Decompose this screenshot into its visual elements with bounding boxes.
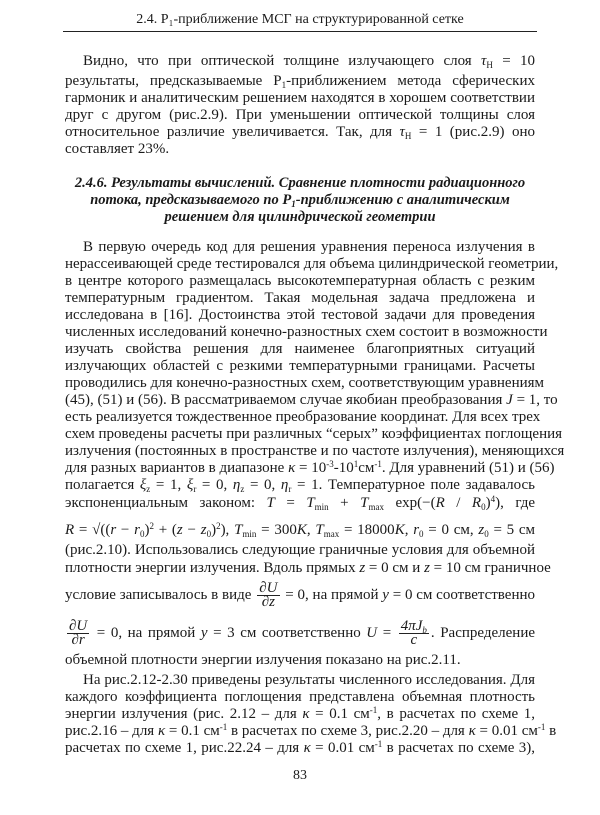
text-run: Видно, что при оптической толщине излучающего слоя	[83, 53, 482, 69]
text-run: условие записывалось в виде	[65, 586, 256, 603]
math-symbol: T	[266, 495, 275, 511]
text-run: плотности энергии излучения. Вдоль прямых	[65, 560, 360, 576]
text-line	[65, 90, 535, 106]
text-line	[65, 124, 535, 140]
math-symbol: z	[478, 522, 485, 538]
math-symbol: R	[435, 495, 445, 511]
text-run: = 18000	[339, 522, 395, 538]
text-run: На рис.2.12-2.30 приведены результаты численного исследования. Для	[83, 672, 535, 688]
math-symbol: T	[234, 522, 243, 538]
fraction	[399, 620, 429, 647]
text-run: нерассеивающей среде тестировался для объема цилиндрической геометрии,	[65, 256, 559, 272]
text-line	[65, 392, 558, 408]
math-symbol: ξ	[186, 477, 194, 493]
text-line	[65, 740, 535, 756]
text-run: см	[358, 460, 375, 476]
section-heading-line	[65, 209, 535, 225]
text-run: ∂U	[259, 580, 278, 596]
text-run: + (	[153, 522, 177, 538]
text-run: = 1. Температурное поле задавалось	[291, 477, 535, 493]
math-symbol: r	[413, 522, 420, 538]
superscript: 2	[149, 521, 154, 531]
math-symbol: z	[176, 522, 183, 538]
text-run: -приближению с аналитическим	[295, 192, 510, 208]
text-run: = 0, на прямой	[281, 586, 383, 603]
subscript: max	[368, 502, 384, 512]
text-line	[65, 256, 559, 272]
fraction-denominator	[260, 596, 277, 609]
subscript: 0	[419, 529, 424, 539]
fraction	[257, 582, 279, 609]
text-run: = 0, на прямой	[91, 624, 201, 641]
text-run: , в расчетах по схеме 1,	[377, 706, 536, 722]
text-run: есть реализуется тождественное преобразование координат. Для всех трех	[65, 409, 541, 425]
math-symbol: K	[296, 522, 307, 538]
superscript: 2	[216, 521, 221, 531]
superscript: 4	[490, 494, 496, 504]
text-run: решением для цилиндрической геометрии	[164, 209, 436, 225]
subscript: z	[240, 484, 245, 494]
text-run: ,	[306, 522, 316, 538]
text-run: исследована в [16]. Достоинства этой тестовой задачи для проведения	[65, 307, 535, 323]
text-run: относительное различие увеличивается. Так, для	[65, 124, 400, 140]
text-run: = 10	[295, 460, 327, 476]
subscript: H	[486, 60, 493, 70]
text-run: −	[182, 522, 201, 538]
math-symbol: r	[110, 522, 117, 538]
text-run: составляет 23%.	[65, 141, 170, 157]
math-symbol: R	[65, 522, 75, 538]
text-line	[65, 73, 535, 89]
text-run: друг с другом (рис.2.9). При уменьшении оптической толщины слоя	[65, 107, 535, 123]
text-line	[65, 459, 555, 476]
subscript: min	[242, 529, 257, 539]
text-line	[65, 426, 563, 442]
math-symbol: ξ	[139, 477, 147, 493]
math-symbol: R	[471, 495, 482, 511]
text-line	[65, 495, 535, 511]
text-run: )	[211, 522, 217, 538]
text-run: для разных вариантов в диапазоне	[65, 460, 289, 476]
math-symbol: T	[315, 522, 324, 538]
text-line	[65, 341, 535, 357]
text-run: c	[410, 632, 418, 648]
text-line	[65, 273, 535, 289]
text-run: потока, предсказываемого по P	[90, 192, 292, 208]
text-line	[83, 239, 535, 255]
text-line	[65, 477, 535, 493]
text-run: каждого коэффициента поглощения представлена объемная плотность	[65, 689, 535, 705]
superscript: -1	[369, 705, 378, 715]
text-run: = 0 см соответственно	[388, 586, 536, 603]
math-symbol: J	[506, 392, 513, 408]
math-symbol: η	[280, 477, 289, 493]
text-run: рис.2.16 – для	[65, 723, 158, 739]
math-symbol: κ	[468, 723, 476, 739]
math-symbol: z	[359, 560, 366, 576]
math-symbol: T	[306, 495, 315, 511]
text-run: = 0 см и	[365, 560, 425, 576]
math-symbol: z	[424, 560, 430, 576]
text-run: = 0.01 см	[310, 740, 375, 756]
text-run: ∂r	[71, 632, 85, 648]
superscript: 1	[353, 459, 359, 469]
text-run: ∂U	[69, 618, 88, 634]
text-run: = 0 см,	[423, 522, 479, 538]
text-run: -приближением метода сферических	[286, 73, 535, 89]
text-run: В первую очередь код для решения уравнения переноса излучения в	[83, 239, 535, 255]
section-heading-line	[65, 192, 535, 208]
superscript: -1	[374, 739, 383, 749]
text-run: exp(−(	[383, 495, 436, 511]
text-line	[65, 582, 535, 609]
text-run: = 10 см граничное	[429, 560, 551, 576]
section-heading-line	[65, 175, 535, 191]
text-run: =	[274, 495, 307, 511]
text-run: +	[328, 495, 361, 511]
text-run: = 0,	[196, 477, 233, 493]
text-run: ∂z	[261, 594, 275, 610]
text-run: (рис.2.10). Использовались следующие граничные условия для объемной	[65, 542, 535, 558]
text-run: расчетах по схеме 1, рис.22.24 – для	[65, 740, 304, 756]
text-line	[83, 672, 535, 688]
subscript: r	[193, 484, 197, 494]
text-line	[65, 443, 565, 459]
text-run: = 0,	[244, 477, 281, 493]
text-run: экспоненциальным законом:	[65, 495, 267, 511]
subscript: r	[288, 484, 292, 494]
text-run: -10	[333, 460, 354, 476]
text-run: = 1 (рис.2.9) оно	[411, 124, 535, 140]
superscript: -1	[219, 722, 228, 732]
math-symbol: κ	[288, 460, 296, 476]
text-run: 4πJ	[400, 618, 423, 634]
text-run: = 1, то	[512, 392, 558, 408]
text-run: результаты, предсказываемые P	[65, 73, 282, 89]
fraction	[67, 620, 89, 647]
subscript: 0	[481, 502, 486, 512]
superscript: -3	[326, 459, 334, 469]
text-run: −	[116, 522, 135, 538]
text-run: = 300	[256, 522, 297, 538]
text-line	[83, 53, 535, 69]
text-run: = 0.1 см	[309, 706, 370, 722]
text-run: температурным градиентом. Такая модельная задача предложена и	[65, 290, 535, 306]
text-run: в расчетах по схеме 3),	[382, 740, 535, 756]
text-line	[65, 689, 535, 705]
subscript: z	[146, 484, 151, 494]
math-symbol: τ	[399, 124, 405, 140]
math-symbol: y	[200, 624, 208, 641]
math-symbol: κ	[157, 723, 166, 739]
page-number: 83	[293, 768, 307, 783]
subscript: 0	[139, 529, 145, 539]
text-line	[65, 620, 535, 647]
math-symbol: U	[366, 624, 378, 641]
text-line	[65, 542, 535, 558]
subscript: b	[422, 625, 427, 635]
text-run: в расчетах по схеме 3, рис.2.20 – для	[227, 723, 469, 739]
text-run: изучать свойства решения для наименее благоприятных ситуаций	[65, 341, 535, 357]
subscript: 1	[291, 199, 296, 209]
text-run: в	[545, 723, 557, 739]
header-divider	[63, 31, 537, 32]
text-run: объемной плотности энергии излучения показано на рис.2.11.	[65, 652, 461, 668]
text-run: )	[144, 522, 150, 538]
superscript: -1	[537, 722, 546, 732]
superscript: -1	[374, 459, 382, 469]
fraction-denominator	[408, 634, 419, 647]
math-symbol: K	[394, 522, 405, 538]
subscript: 0	[484, 529, 489, 539]
text-line	[65, 706, 535, 722]
math-symbol: κ	[302, 706, 310, 722]
text-line	[65, 652, 535, 668]
running-header: 2.4. P₁-приближение МСГ на структурированной сетке	[136, 12, 464, 27]
math-symbol: T	[360, 495, 369, 511]
text-run: . Для уравнений (51) и (56)	[381, 460, 555, 476]
text-run: ,	[404, 522, 414, 538]
text-run: излучающих областей с резкими температурными границами. Расчеты	[65, 358, 535, 374]
text-run: (45), (51) и (56). В рассматриваемом случае якобиан преобразования	[65, 392, 507, 408]
text-run: ), где	[495, 495, 536, 511]
text-line	[65, 107, 535, 123]
text-line	[65, 375, 545, 391]
subscript: min	[314, 502, 329, 512]
math-symbol: y	[382, 586, 389, 603]
text-line	[65, 290, 535, 306]
text-line	[65, 722, 557, 739]
text-run: полагается	[65, 477, 140, 493]
subscript: max	[323, 529, 340, 539]
text-line	[65, 409, 541, 425]
text-run: излучения (постоянных в пространстве и по частоте излучения), меняющихся	[65, 443, 565, 459]
text-run: ),	[220, 522, 235, 538]
math-symbol: τ	[481, 53, 487, 69]
text-run: в центре которого размещалась высокотемпературная область с резким	[65, 273, 535, 289]
text-run: = 5 см	[488, 522, 536, 538]
subscript: 0	[206, 529, 212, 539]
text-run: гармоник и аналитическим решением находятся в хорошем соответствии	[65, 90, 535, 106]
text-run: = 0.01 см	[475, 723, 538, 739]
text-run: )	[485, 495, 491, 511]
text-line	[65, 560, 551, 576]
math-symbol: z	[200, 522, 207, 538]
text-run: = √((	[74, 522, 111, 538]
text-run: = 3 см соответственно	[207, 624, 367, 641]
text-line	[65, 324, 548, 340]
text-run: 2.4.6. Результаты вычислений. Сравнение плотности радиационного	[74, 175, 526, 191]
subscript: H	[404, 131, 412, 141]
text-line	[65, 141, 535, 157]
text-run: энергии излучения (рис. 2.12 – для	[65, 706, 303, 722]
subscript: 1	[281, 80, 287, 90]
text-line	[65, 307, 535, 323]
text-run: = 10	[492, 53, 535, 69]
math-symbol: r	[134, 522, 140, 538]
math-symbol: η	[232, 477, 241, 493]
text-run: схем проведены расчеты при различных “серых” коэффициентах поглощения	[65, 426, 563, 442]
text-run: . Распределение	[430, 624, 536, 641]
text-run: = 0.1 см	[165, 723, 220, 739]
text-run: /	[444, 495, 472, 511]
math-symbol: κ	[303, 740, 311, 756]
text-run: =	[377, 624, 397, 641]
fraction-denominator	[70, 634, 87, 647]
text-line	[65, 522, 535, 538]
text-run: численных исследований конечно-разностных схем состоит в возможности	[65, 324, 548, 340]
text-run: = 1,	[150, 477, 187, 493]
text-run: проводились для конечно-разностных схем, соответствующим уравнениям	[65, 375, 545, 391]
text-line	[65, 358, 535, 374]
